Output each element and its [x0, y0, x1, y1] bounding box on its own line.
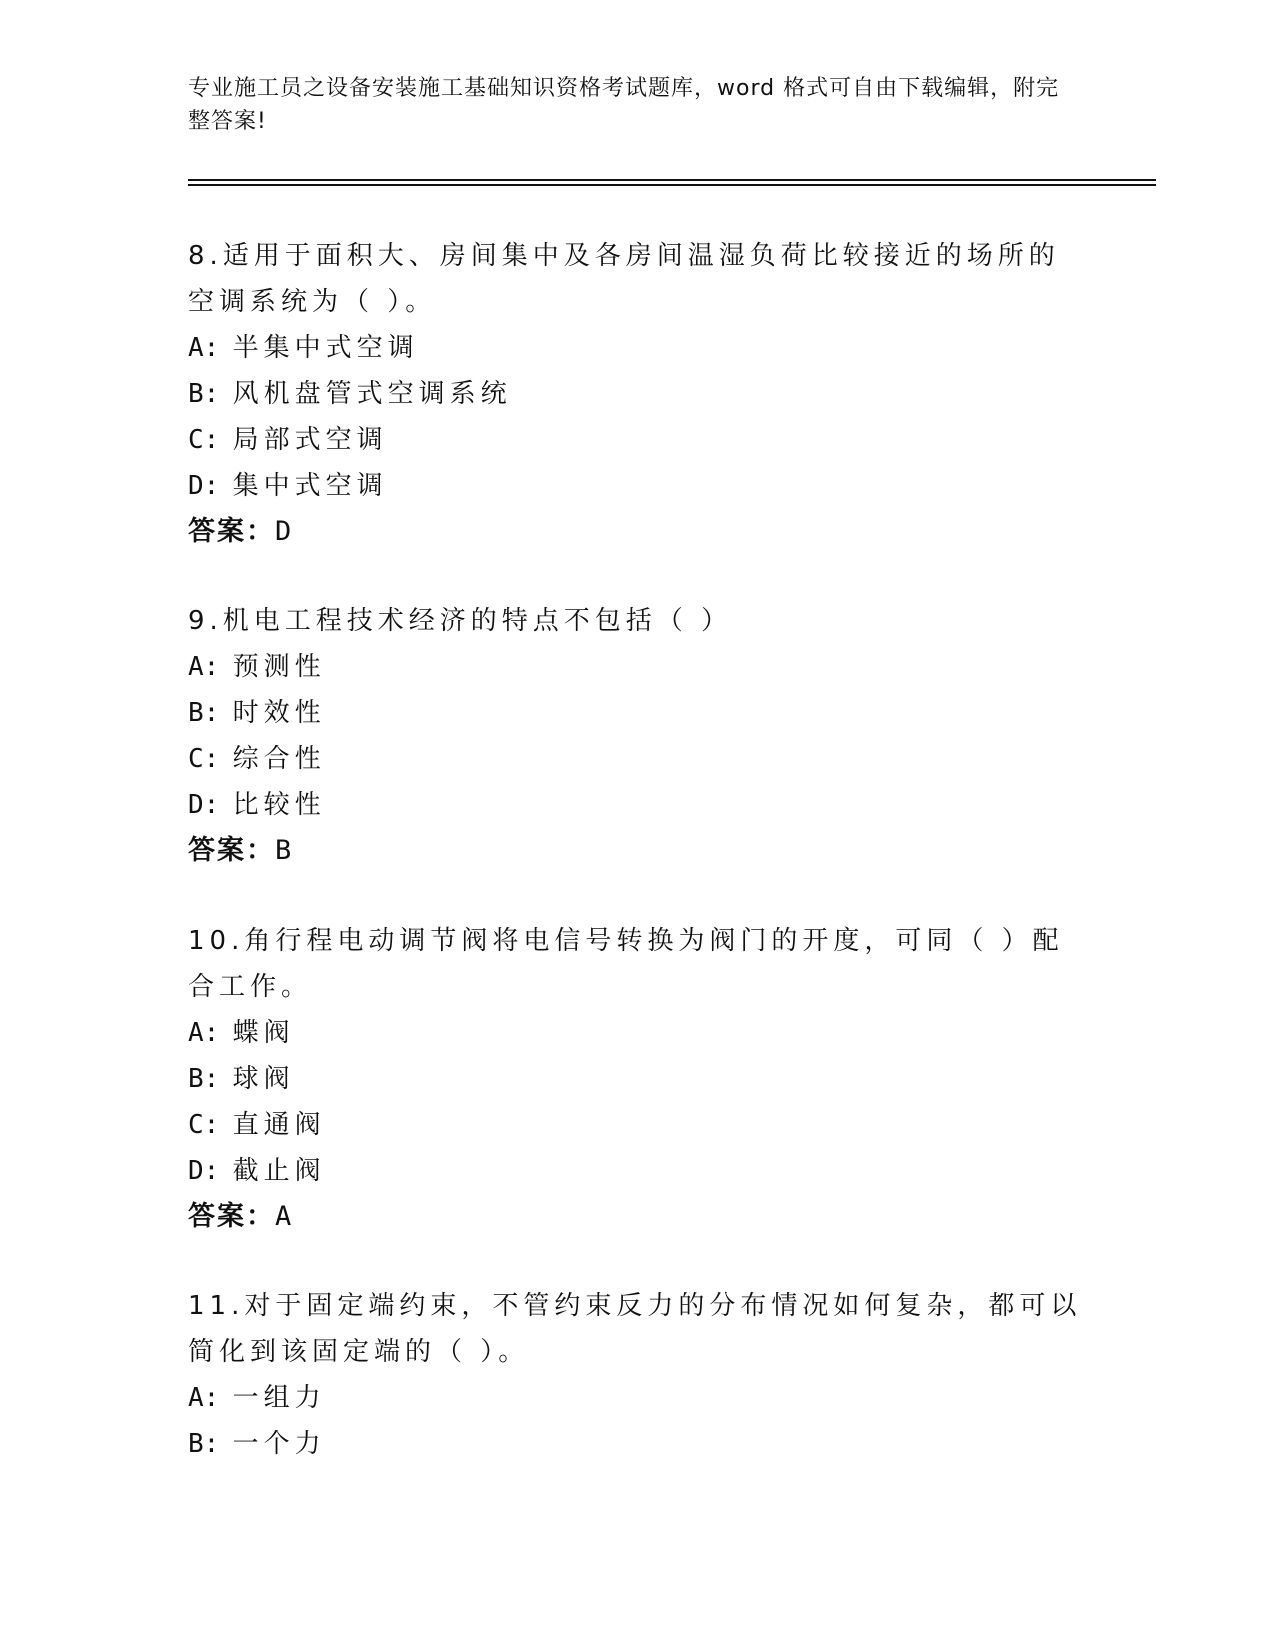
option-letter: C: [188, 425, 220, 455]
question-stem: 8.适用于面积大、房间集中及各房间温湿负荷比较接近的场所的空调系统为（ ）。 [188, 241, 1060, 317]
answer-value: B [275, 835, 294, 866]
option-text: 时效性 [232, 698, 326, 728]
option-b [188, 690, 1088, 736]
option-text: 一个力 [232, 1429, 326, 1459]
option-b [188, 1056, 1088, 1102]
question-11 [188, 1283, 1088, 1467]
option-text: 一组力 [232, 1383, 326, 1413]
option-text: 半集中式空调 [232, 333, 419, 363]
option-a [188, 1375, 1088, 1421]
option-d [188, 782, 1088, 828]
answer-label: 答案： [188, 835, 275, 866]
answer-line [188, 1194, 1088, 1240]
option-c [188, 417, 1088, 463]
option-text: 预测性 [232, 652, 326, 682]
answer-label: 答案： [188, 1201, 275, 1232]
option-b [188, 371, 1088, 417]
option-letter: C: [188, 744, 220, 774]
option-a [188, 644, 1088, 690]
question-stem: 10.角行程电动调节阀将电信号转换为阀门的开度，可同（ ）配合工作。 [188, 926, 1064, 1002]
option-text: 截止阀 [232, 1156, 326, 1186]
option-letter: C: [188, 1110, 220, 1140]
question-stem: 11.对于固定端约束，不管约束反力的分布情况如何复杂，都可以简化到该固定端的（ ）。 [188, 1291, 1082, 1367]
option-c [188, 736, 1088, 782]
question-stem: 9.机电工程技术经济的特点不包括（ ） [188, 606, 733, 636]
question-8 [188, 233, 1088, 555]
document-header: 专业施工员之设备安装施工基础知识资格考试题库，word 格式可自由下载编辑，附完整答案! [188, 76, 1060, 134]
option-text: 比较性 [232, 790, 326, 820]
option-d [188, 463, 1088, 509]
answer-label: 答案： [188, 516, 275, 547]
header-rule-top [188, 179, 1156, 181]
option-text: 蝶阀 [232, 1018, 295, 1048]
option-letter: B: [188, 1429, 220, 1459]
option-text: 局部式空调 [232, 425, 388, 455]
option-letter: D: [188, 471, 220, 501]
option-letter: D: [188, 790, 220, 820]
option-letter: A: [188, 652, 220, 682]
option-letter: A: [188, 333, 220, 363]
option-b [188, 1421, 1088, 1467]
option-text: 风机盘管式空调系统 [232, 379, 512, 409]
option-text: 直通阀 [232, 1110, 326, 1140]
option-letter: B: [188, 698, 220, 728]
option-a [188, 325, 1088, 371]
option-text: 球阀 [232, 1064, 295, 1094]
answer-value: D [275, 516, 294, 547]
option-letter: A: [188, 1383, 220, 1413]
question-10 [188, 918, 1088, 1240]
option-letter: B: [188, 1064, 220, 1094]
header-rule-bottom [188, 184, 1156, 186]
answer-line [188, 828, 1088, 874]
option-letter: D: [188, 1156, 220, 1186]
option-a [188, 1010, 1088, 1056]
option-c [188, 1102, 1088, 1148]
option-text: 集中式空调 [232, 471, 388, 501]
answer-value: A [275, 1201, 294, 1232]
answer-line [188, 509, 1088, 555]
option-letter: A: [188, 1018, 220, 1048]
question-9 [188, 598, 1088, 874]
option-letter: B: [188, 379, 220, 409]
option-text: 综合性 [232, 744, 326, 774]
option-d [188, 1148, 1088, 1194]
